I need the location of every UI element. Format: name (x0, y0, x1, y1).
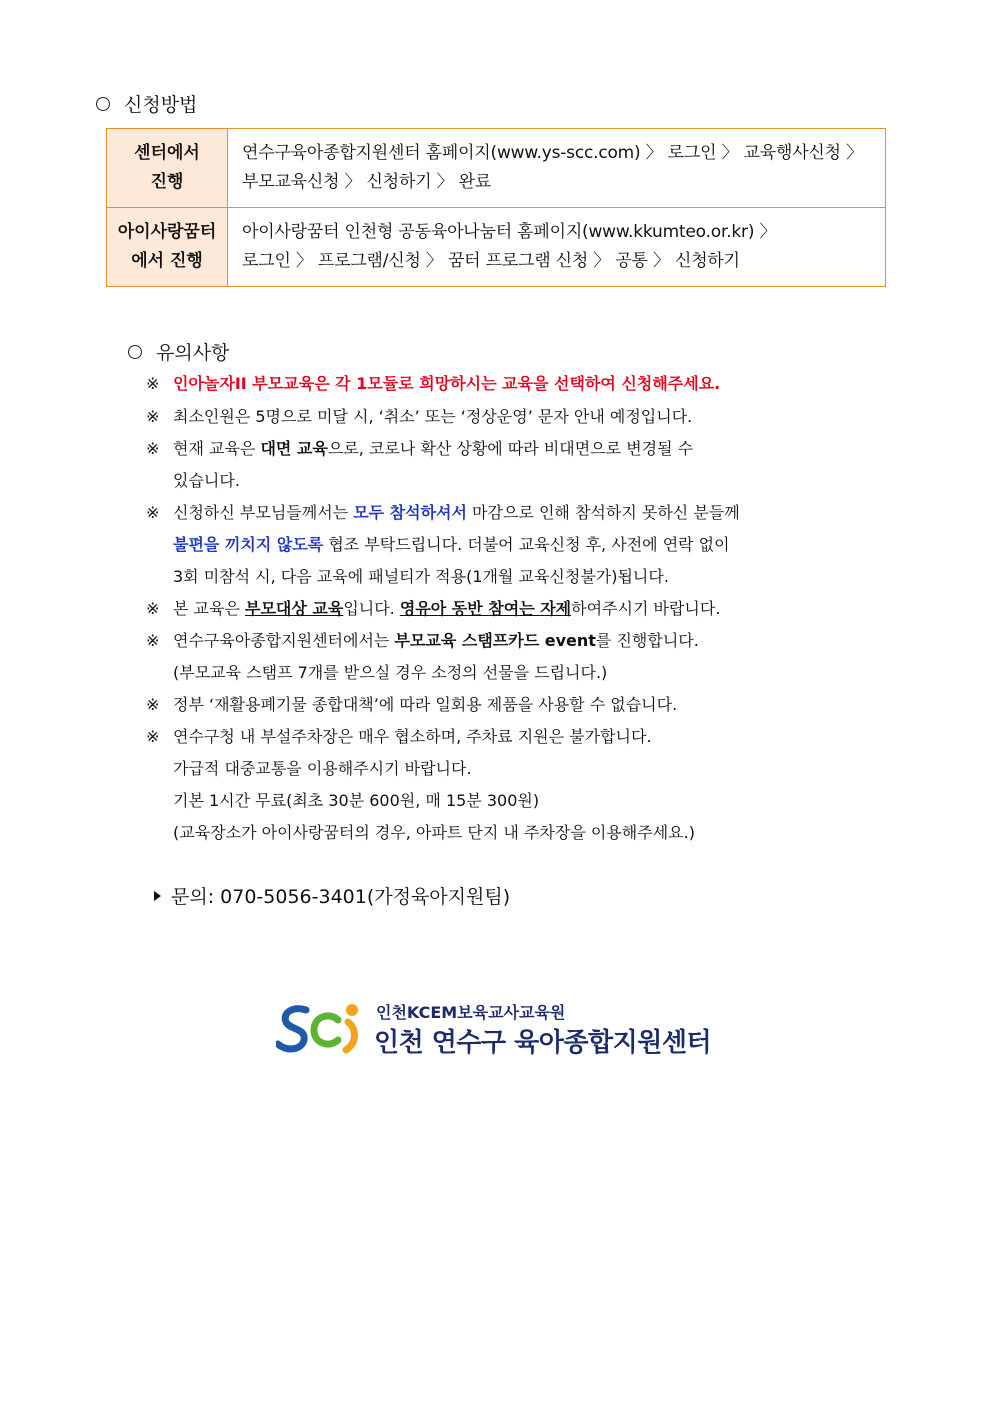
triangle-bullet-icon (154, 891, 161, 901)
circle-bullet-icon (128, 345, 142, 359)
contact-info: 문의: 070-5056-3401(가정육아지원팀) (154, 882, 510, 912)
logo-top-text: 인천KCEM보육교사교육원 (376, 1003, 566, 1022)
logo-bottom-text: 인천 연수구 육아종합지원센터 (374, 1028, 712, 1058)
note-item: ※ 정부 ‘재활용폐기물 종합대책’에 따라 일회용 제품을 사용할 수 없습니다. (146, 689, 906, 721)
reference-mark-icon: ※ (146, 407, 160, 426)
note-item: ※ 본 교육은 부모대상 교육입니다. 영유아 동반 참여는 자제하여주시기 바랍니다. (146, 593, 906, 625)
center-logo (276, 998, 712, 1058)
reference-mark-icon: ※ (146, 727, 160, 746)
note-item: ※ 연수구청 내 부설주차장은 매우 협소하며, 주차료 지원은 불가합니다. 가급적 대중교통을 이용해주시기 바랍니다. 기본 1시간 무료(최초 30분 600원, 매 15분 300원) (교육장소가 아이사랑꿈터의 경우, 아파트 단지 내 주차장을 이용해주세요.) (146, 721, 906, 849)
reference-mark-icon: ※ (146, 599, 160, 618)
row-content-center: 연수구육아종합지원센터 홈페이지(www.ys-scc.com) 〉 로그인 〉 교육행사신청 〉 부모교육신청 〉 신청하기 〉 완료 (228, 129, 886, 208)
reference-mark-icon: ※ (146, 631, 160, 650)
row-label-kkumteo: 아이사랑꿈터 에서 진행 (107, 208, 228, 287)
reference-mark-icon: ※ (146, 695, 160, 714)
apply-method-table (106, 128, 886, 287)
note-item: ※ 현재 교육은 대면 교육으로, 코로나 확산 상황에 따라 비대면으로 변경될 수 있습니다. (146, 433, 906, 497)
note-item: ※ 인아놀자II 부모교육은 각 1모듈로 희망하시는 교육을 선택하여 신청해주세요. (146, 368, 906, 400)
reference-mark-icon: ※ (146, 439, 160, 458)
circle-bullet-icon (96, 97, 110, 111)
row-label-center: 센터에서 진행 (107, 129, 228, 208)
reference-mark-icon: ※ (146, 503, 160, 522)
row-content-kkumteo: 아이사랑꿈터 인천형 공동육아나눔터 홈페이지(www.kkumteo.or.kr) 〉 로그인 〉 프로그램/신청 〉 꿈터 프로그램 신청 〉 공통 〉 신청하기 (228, 208, 886, 287)
notes-section-title: 유의사항 (128, 340, 229, 366)
sci-logo-icon (276, 998, 372, 1058)
apply-section-title: 신청방법 (96, 92, 197, 118)
reference-mark-icon: ※ (146, 374, 160, 393)
note-item: ※ 연수구육아종합지원센터에서는 부모교육 스탬프카드 event를 진행합니다. (부모교육 스탬프 7개를 받으실 경우 소정의 선물을 드립니다.) (146, 625, 906, 689)
table-row (107, 208, 886, 287)
note-item: ※ 신청하신 부모님들께서는 모두 참석하셔서 마감으로 인해 참석하지 못하신 분들께 불편을 끼치지 않도록 협조 부탁드립니다. 더불어 교육신청 후, 사전에 연락 없이 3회 미참석 시, 다음 교육에 패널티가 적용(1개월 교육신청불가)됩니다. (146, 497, 906, 593)
note-item: ※ 최소인원은 5명으로 미달 시, ‘취소’ 또는 ‘정상운영’ 문자 안내 예정입니다. (146, 401, 906, 433)
table-row (107, 129, 886, 208)
